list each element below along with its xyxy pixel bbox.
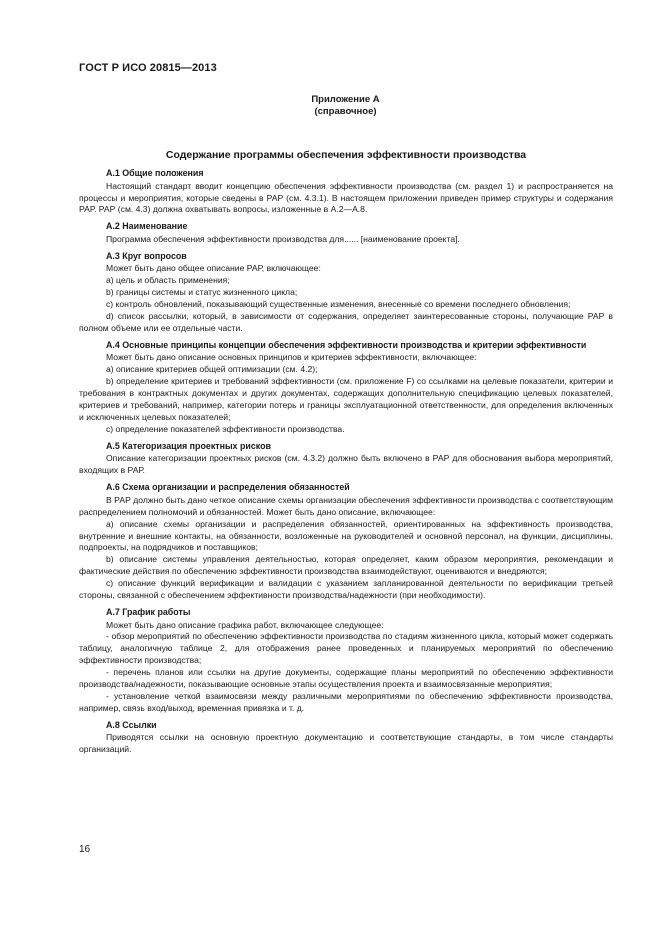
- section-heading: А.4 Основные принципы концепции обеспечения эффективности производства и критерии эффективности: [106, 339, 587, 350]
- page-number: 16: [79, 844, 91, 855]
- section-heading: А.6 Схема организации и распределения обязанностей: [106, 482, 350, 493]
- list-item: а) описание схемы организации и распределения обязанностей, ориентированных на эффективность производства, внутренние и внешние контакты, на обязанности, возложенные на руководителей и основной персонал, на функции, дисциплины, подпроекты, на подрядчиков и поставщиков;: [79, 518, 613, 553]
- list-item: с) контроль обновлений, показывающий существенные изменения, внесенные со времени последнего обновления;: [106, 299, 571, 310]
- annex-title: Приложение А: [311, 94, 380, 105]
- section-heading: А.7 График работы: [106, 606, 191, 617]
- list-item: b) описание системы управления деятельностью, которая определяет, каким образом мероприятия, рекомендации и фактические действия по обеспечению эффективности производства взаимодействуют, оцениваются и внедряются;: [79, 554, 613, 577]
- section-heading: А.3 Круг вопросов: [106, 250, 187, 261]
- list-item: d) список рассылки, который, в зависимости от содержания, определяет заинтересованные стороны, получающие РАР в полном объеме или ее отдельные части.: [79, 311, 613, 333]
- section-heading: А.1 Общие положения: [106, 168, 204, 178]
- document-header: ГОСТ Р ИСО 20815—2013: [79, 62, 217, 74]
- annex-label: [0, 94, 661, 118]
- list-item: а) описание критериев общей оптимизации (см. 4.2);: [106, 364, 318, 375]
- document-title: Содержание программы обеспечения эффективности производства: [165, 149, 527, 161]
- paragraph: Настоящий стандарт вводит концепцию обеспечения эффективности производства (см. раздел 1) и распространяется на процессы и мероприятия, которые сведены в РАР (см. 4.3.1). В настоящем приложении приведен пример структуры и содержания РАР. РАР (см. 4.3) должна охватывать вопросы, изложенные в А.2—А.8.: [79, 180, 613, 215]
- section-heading: А.8 Ссылки: [106, 719, 157, 730]
- paragraph: Описание категоризации проектных рисков (см. 4.3.2) должно быть включено в РАР для обоснования выбора мероприятий, входящих в РАР.: [79, 453, 613, 476]
- paragraph: Программа обеспечения эффективности производства для...... [наименование проекта].: [106, 233, 460, 244]
- paragraph: Может быть дано описание графика работ, включающее следующее:: [106, 619, 384, 630]
- list-item: b) определение критериев и требований эффективности (см. приложение F) со ссылками на целевые показатели, критерии и требования в контрактных документах и других документах, содержащих дополнительную спецификацию целевых показателей, критериев и требований, например, категории потерь и границы эксплуатационной ответственности, для определения включенных и исключенных целевых показателей;: [79, 376, 613, 422]
- document-body: [79, 168, 613, 756]
- list-item: с) описание функций верификации и валидации с указанием запланированной деятельности по верификации третьей стороны, связанной с обеспечением эффективности производства/надежности (при необходимости).: [79, 578, 613, 601]
- list-item: - перечень планов или ссылки на другие документы, содержащие планы мероприятий по обеспечению эффективности производства/надежности, показывающие основные этапы осуществления проекта и взаимосвязанные мероприятия;: [79, 667, 613, 690]
- list-item: - установление четкой взаимосвязи между различными мероприятиями по обеспечению эффективности производства, например, связь вход/выход, временная привязка и т. д.: [79, 690, 613, 713]
- list-item: с) определение показателей эффективности производства.: [106, 423, 345, 434]
- section-heading: А.2 Наименование: [106, 221, 188, 232]
- paragraph: Может быть дано общее описание РАР, включающее:: [106, 263, 321, 274]
- list-item: b) границы системы и статус жизненного цикла;: [106, 287, 298, 298]
- paragraph: В РАР должно быть дано четкое описание схемы организации обеспечения эффективности производства с соответствующим распределением полномочий и обязанностей. Может быть дано описание, включающее:: [79, 494, 613, 517]
- annex-subtitle: (справочное): [314, 106, 377, 117]
- list-item: а) цель и область применения;: [106, 275, 230, 286]
- paragraph: Может быть дано описание основных принципов и критериев эффективности, включающее:: [106, 352, 477, 363]
- list-item: - обзор мероприятий по обеспечению эффективности производства по стадиям жизненного цикла, который может содержать таблицу, аналогичную таблице 2, для отображения ранее проведенных и планируемых мероприятий по обеспечению эффективности производства;: [79, 631, 613, 666]
- section-heading: А.5 Категоризация проектных рисков: [106, 440, 271, 451]
- paragraph: Приводятся ссылки на основную проектную документацию и соответствующие стандарты, в том числе стандарты организаций.: [79, 732, 613, 755]
